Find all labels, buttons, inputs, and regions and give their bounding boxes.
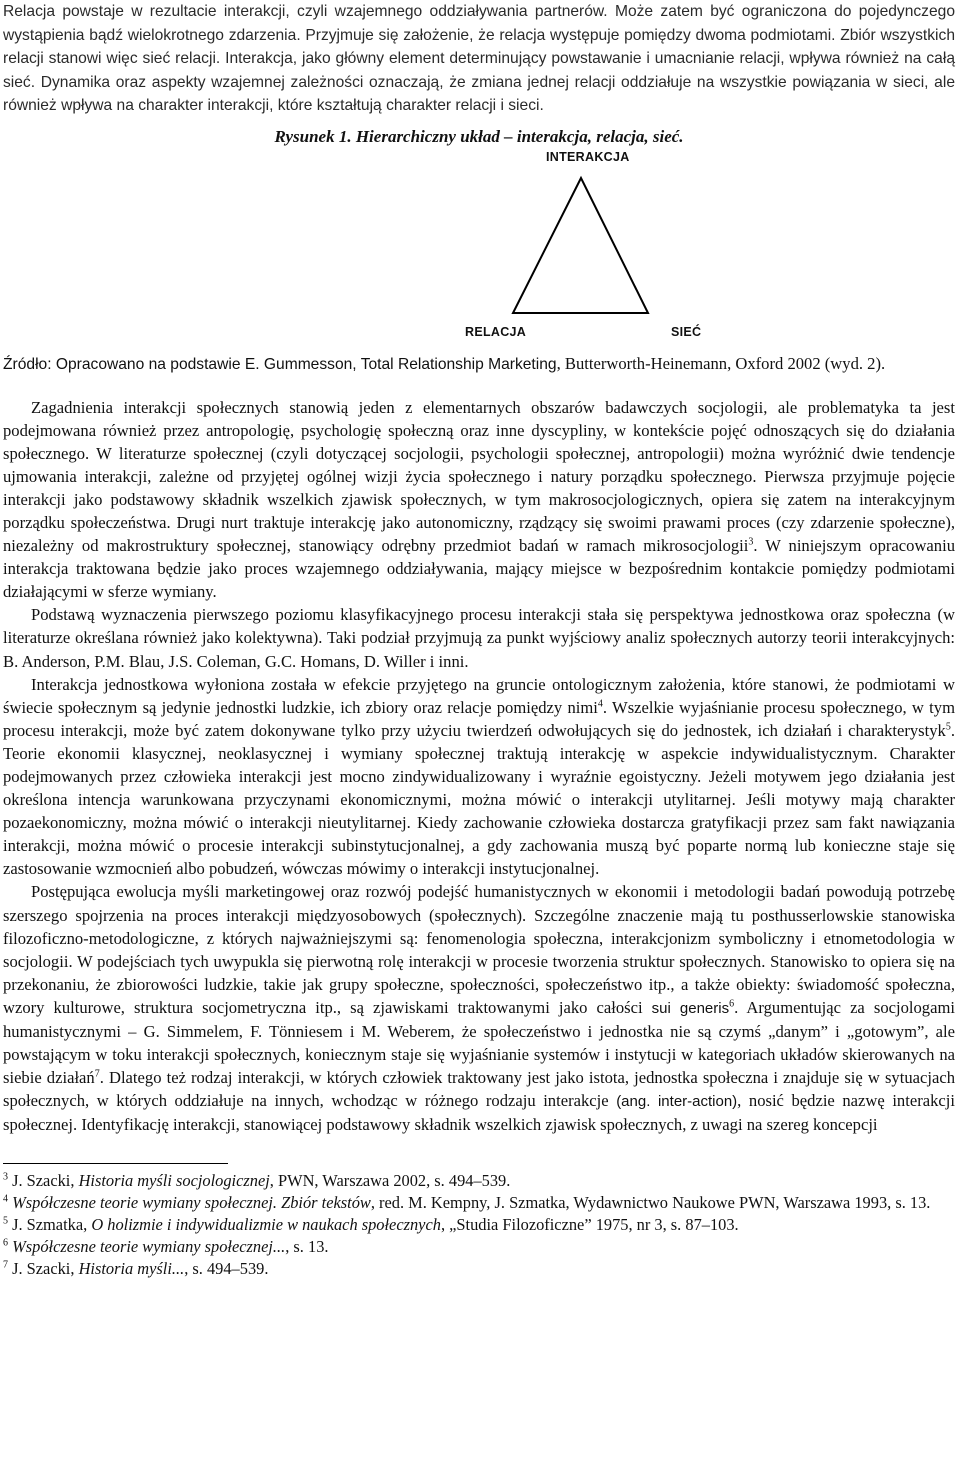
- footnotes: [3, 1170, 955, 1280]
- p3-text-b: . Wszelkie wyjaśnianie procesu społecznego, w tym procesu interakcji, może być zatem dokonywane tylko przy użyciu twierdzeń odwołujących się do jednostek, ich działań i charakterystyk: [3, 697, 955, 740]
- footnote-number: 6: [3, 1237, 8, 1249]
- p4-sui-generis: sui generis: [651, 999, 730, 1017]
- p4-text-b: . Argumentując za socjologami humanistycznymi – G. Simmelem, F. Tönniesem i M. Weberem, że społeczeństwo i jednostka nie są czymś „danym” i „gotowym”, ale powstającym w toku interakcji społecznych, koniecznym staje się wyjaśnianie systemów i instytucji w kategoriach układów skierowanych na siebie działań: [3, 997, 955, 1088]
- footnote-text: , s. 494–539.: [184, 1258, 269, 1278]
- footnote-title: Historia myśli...: [78, 1258, 185, 1278]
- figure-caption: Rysunek 1. Hierarchiczny układ – interakcja, relacja, sieć.: [274, 126, 684, 146]
- footnote-4: [3, 1192, 955, 1214]
- footnote-text: J. Szmatka,: [8, 1214, 92, 1234]
- footnote-ref-6: 6: [729, 998, 735, 1010]
- footnote-ref-3: 3: [748, 536, 754, 548]
- footnote-number: 4: [3, 1193, 8, 1205]
- footnote-number: 5: [3, 1215, 8, 1227]
- source-suffix: , Butterworth-Heinemann, Oxford 2002 (wyd. 2).: [556, 353, 886, 373]
- source-title: Total Relationship Marketing: [360, 355, 557, 373]
- intro-paragraph: Relacja powstaje w rezultacie interakcji, czyli wzajemnego oddziaływania partnerów. Może zatem być ograniczona do pojedynczego wystąpienia bądź wielokrotnego zdarzenia. Przyjmuje się założenie, że relacja występuje pomiędzy dwoma podmiotami. Zbiór wszystkich relacji stanowi więc sieć relacji. Interakcja, jako główny element determinujący powstawanie i umacnianie relacji, wpływa również na całą sieć. Dynamika oraz aspekty wzajemnej zależności oznaczają, że zmiana jednej relacji oddziałuje na wszystkie powiązania w sieci, ale również wpływa na charakter interakcji, które kształtują charakter relacji i sieci.: [3, 3, 955, 114]
- footnote-text: , s. 13.: [285, 1236, 329, 1256]
- label-interakcja: INTERAKCJA: [546, 149, 630, 164]
- p3-text-a: Interakcja jednostkowa wyłoniona została w efekcie przyjętego na gruncie ontologicznym założenia, które stanowi, że podmiotami w świecie społecznym są jedynie jednostki ludzkie, ich zbiory oraz relacje pomiędzy nimi: [3, 674, 955, 717]
- footnote-7: [3, 1258, 955, 1280]
- p4-text-a: Postępująca ewolucja myśli marketingowej oraz rozwój podejść humanistycznych w ekonomii i metodologii badań powodują potrzebę szerszego spojrzenia na proces interakcji międzyosobowych (społecznych). Szczególne znaczenie mają tu posthusserlowskie stanowiska filozoficzno-metodologiczne, z których najważniejszymi są: fenomenologia społeczna, interakcjonizm symboliczny i etnometodologia w socjologii. W podejściach tych uwypukla się pierwotną rolę interakcji w procesie tworzenia struktur społecznych. Stanowisko to opiera się na przekonaniu, że zbiorowości ludzkie, takie jak grupy społeczne, społeczności, społeczeństwo itp., a także obiekty: świadomość społeczna, wzory kulturowe, struktura socjometryczna itp., są zjawiskami traktowanymi jako całości: [3, 882, 955, 1017]
- paragraph-1: [3, 396, 955, 604]
- footnote-title: O holizmie i indywidualizmie w naukach społecznych: [91, 1214, 441, 1234]
- footnote-5: [3, 1214, 955, 1236]
- source-prefix: Źródło: Opracowano na podstawie E. Gummesson,: [3, 355, 361, 373]
- footnote-3: [3, 1170, 955, 1192]
- footnote-text: , PWN, Warszawa 2002, s. 494–539.: [269, 1170, 511, 1190]
- p1-text-a: Zagadnienia interakcji społecznych stanowią jeden z elementarnych obszarów badawczych socjologii, ale problematyka ta jest podejmowana również przez antropologię, psychologię społeczną oraz inne dyscypliny, w kontekście pojęć odnoszących się do działania społecznego. W literaturze społecznej (czyli dotyczącej socjologii, psychologii społecznej, antropologii) można wyróżnić dwie tendencje ujmowania interakcji, zależne od przyjętej ogólnej wizji życia społecznego i natury porządku społecznego. Pierwsza przyjmuje pojęcie interakcji jako podstawowy składnik wszelkich zjawisk społecznych, w tym makrosocjologicznych, opiera się zatem na interakcyjnym porządku społeczeństwa. Drugi nurt traktuje interakcję jako autonomiczny, rządzący się swoimi prawami proces (czy zdarzenie społeczne), niezależny od makrostruktury społecznej, stanowiący odrębny przedmiot badań w ramach mikrosocjologii: [3, 397, 955, 556]
- footnote-text: , red. M. Kempny, J. Szmatka, Wydawnictwo Naukowe PWN, Warszawa 1993, s. 13.: [370, 1192, 931, 1212]
- footnote-number: 3: [3, 1171, 8, 1183]
- footnote-text: J. Szacki,: [8, 1170, 79, 1190]
- footnote-ref-7: 7: [94, 1068, 100, 1080]
- footnote-ref-5: 5: [945, 721, 951, 733]
- p3-text-c: . Teorie ekonomii klasycznej, neoklasycznej i wymiany społecznej traktują interakcję w aspekcie indywidualistycznym. Charakter podejmowanych przez człowieka interakcji jest mocno zindywidualizowany i wyraźnie egoistyczny. Jeżeli motywem jego działania jest określona intencja warunkowana przyczynami ekonomicznymi, można mówić o interakcji utylitarnej. Jeśli motywy mają charakter pozaekonomiczny, można mówić o interakcji nieutylitarnej. Kiedy zachowanie człowieka dostarcza gratyfikacji przez sam fakt nawiązania interakcji, można mówić o procesie interakcji subinstytucjonalnej, a gdy zachowania muszą być poparte normą lub konieczne staje się zastosowanie wzmocnień albo pobudzeń, wówczas mówimy o interakcji instytucjonalnej.: [3, 720, 955, 879]
- label-siec: SIEĆ: [671, 324, 702, 339]
- p4-ang: (ang. inter-action): [616, 1093, 738, 1111]
- footnote-text: , „Studia Filozoficzne” 1975, nr 3, s. 87–103.: [440, 1214, 739, 1234]
- p1-text-b: . W niniejszym opracowaniu interakcja traktowana będzie jako proces wzajemnego oddziaływania, mający miejsce w bezpośrednim kontakcie pomiędzy podmiotami działającymi w sferze wymiany.: [3, 536, 956, 602]
- paragraph-2: Podstawą wyznaczenia pierwszego poziomu klasyfikacyjnego procesu interakcji stała się perspektywa jednostkowa oraz społeczna (w literaturze określana również jako kolektywna). Taki podział przyjmują za punkt wyjściowy analiz społecznych autorzy teorii interakcyjnych: B. Anderson, P.M. Blau, J.S. Coleman, G.C. Homans, D. Willer i inni.: [3, 605, 955, 671]
- paragraph-3: [3, 673, 955, 881]
- triangle-diagram: [3, 148, 955, 348]
- p4-text-c: . Dlatego też rodzaj interakcji, w których człowiek traktowany jest jako istota, jednostka społeczna i znajduje się w sytuacjach społecznych, w których oddziałuje na innych, wchodząc w różnego rodzaju interakcje: [3, 1068, 955, 1111]
- footnote-6: [3, 1236, 955, 1258]
- paragraph-4: [3, 880, 955, 1136]
- document-page: [3, 0, 955, 1280]
- label-relacja: RELACJA: [465, 324, 527, 339]
- triangle-shape: [513, 178, 648, 313]
- p4-text-d: , nosić będzie nazwę interakcji społecznej. Identyfikację interakcji, stanowiącej podstawowy składnik wszelkich zjawisk społecznych, z uwagi na szereg koncepcji: [3, 1091, 955, 1135]
- footnote-title: Historia myśli socjologicznej: [78, 1170, 270, 1190]
- footnote-separator: [3, 1163, 228, 1164]
- footnote-number: 7: [3, 1259, 8, 1271]
- footnote-ref-4: 4: [597, 698, 603, 710]
- footnote-title: Współczesne teorie wymiany społecznej...: [12, 1236, 286, 1256]
- hierarchy-figure: [3, 148, 955, 348]
- footnote-title: Współczesne teorie wymiany społecznej. Zbiór tekstów: [12, 1192, 371, 1212]
- figure-source: [3, 352, 955, 376]
- footnote-text: J. Szacki,: [8, 1258, 79, 1278]
